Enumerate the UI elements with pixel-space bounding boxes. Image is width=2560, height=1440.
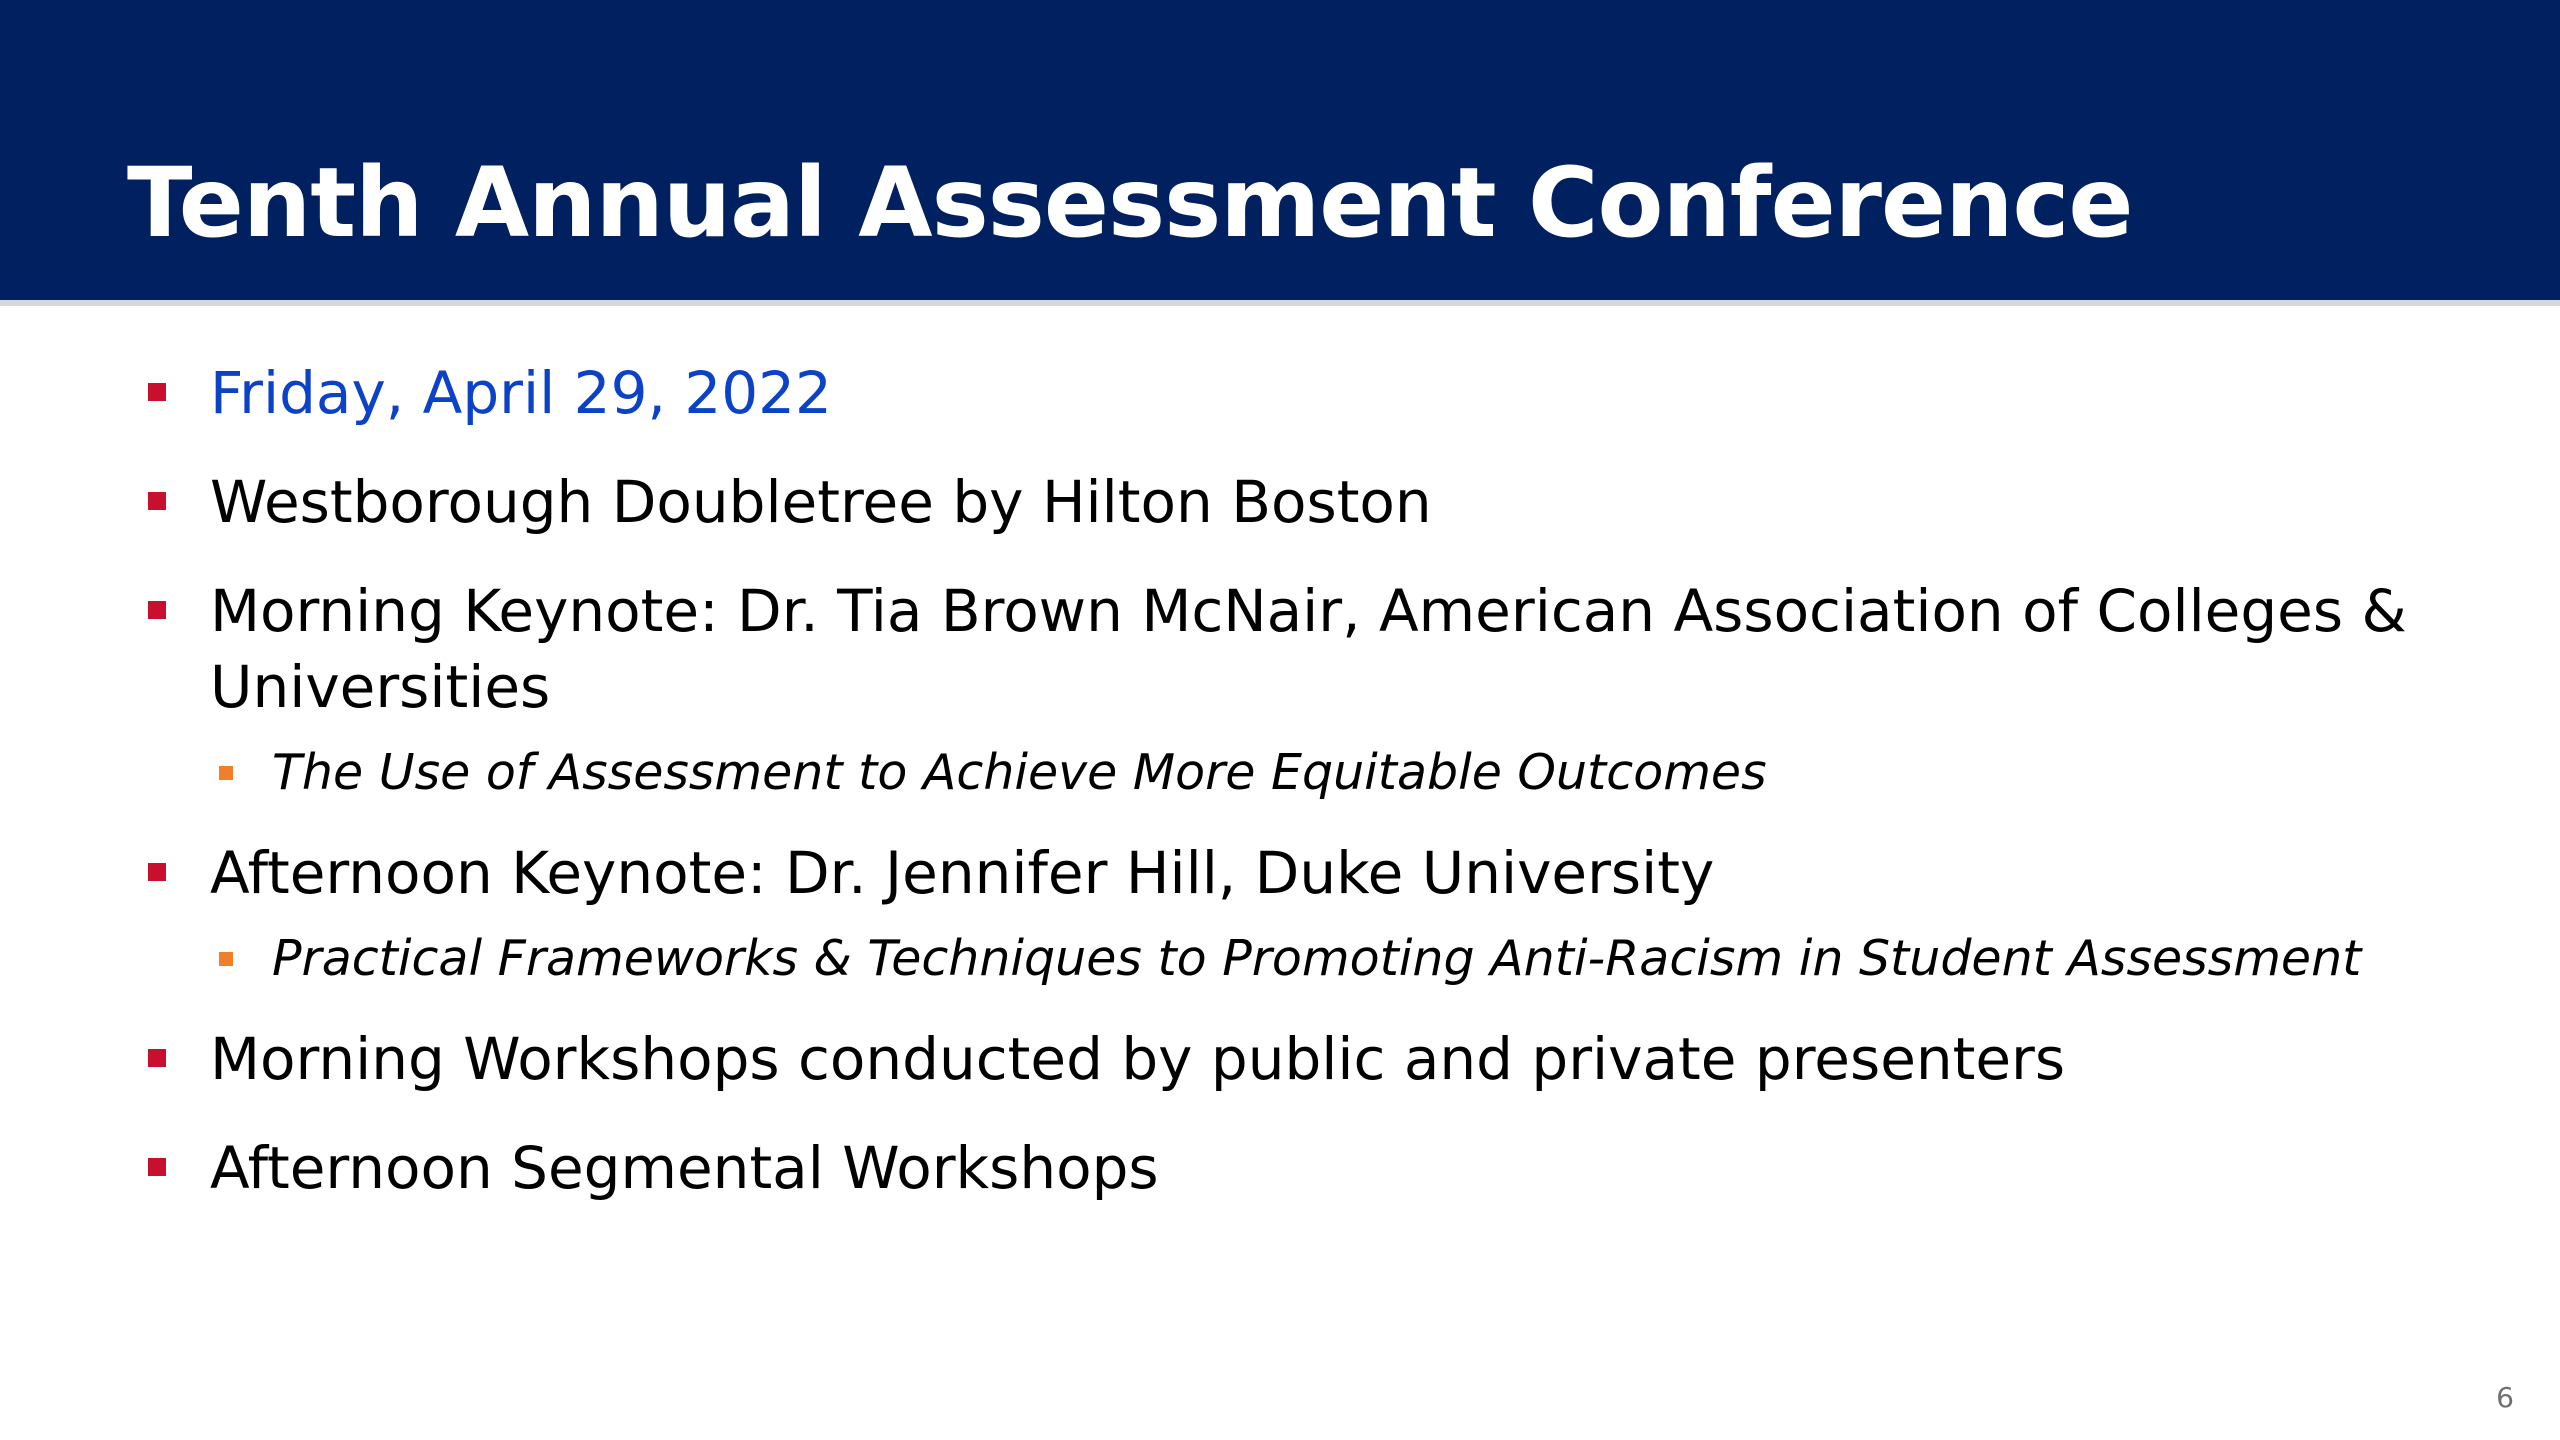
square-bullet-icon (148, 383, 166, 401)
square-sub-bullet-icon (219, 952, 233, 966)
morning-workshops-text: Morning Workshops conducted by public and private presenters (210, 1025, 2066, 1093)
sub-bullet-morning-keynote-title (272, 741, 2472, 805)
square-bullet-icon (148, 1158, 166, 1176)
afternoon-keynote-text: Afternoon Keynote: Dr. Jennifer Hill, Duke University (210, 839, 1715, 907)
square-sub-bullet-icon (219, 766, 233, 780)
bullet-item-venue (210, 464, 2450, 540)
afternoon-keynote-title: Practical Frameworks & Techniques to Promoting Anti-Racism in Student Assessment (272, 930, 2362, 987)
bullet-item-afternoon-keynote (210, 835, 2450, 911)
conference-venue: Westborough Doubletree by Hilton Boston (210, 468, 1432, 536)
morning-keynote-text: Morning Keynote: Dr. Tia Brown McNair, American Association of Colleges & Universities (210, 577, 2407, 721)
slide-title: Tenth Annual Assessment Conference (127, 147, 2133, 259)
sub-bullet-afternoon-keynote-title (272, 927, 2472, 991)
square-bullet-icon (148, 863, 166, 881)
bullet-item-date (210, 355, 2450, 431)
afternoon-workshops-text: Afternoon Segmental Workshops (210, 1134, 1159, 1202)
bullet-item-afternoon-workshops (210, 1130, 2450, 1206)
morning-keynote-title: The Use of Assessment to Achieve More Equitable Outcomes (272, 744, 1767, 801)
slide-number: 6 (2496, 1381, 2514, 1414)
bullet-item-morning-keynote (210, 573, 2450, 725)
bullet-item-morning-workshops (210, 1021, 2450, 1097)
square-bullet-icon (148, 601, 166, 619)
square-bullet-icon (148, 1049, 166, 1067)
conference-date: Friday, April 29, 2022 (210, 359, 832, 427)
square-bullet-icon (148, 492, 166, 510)
